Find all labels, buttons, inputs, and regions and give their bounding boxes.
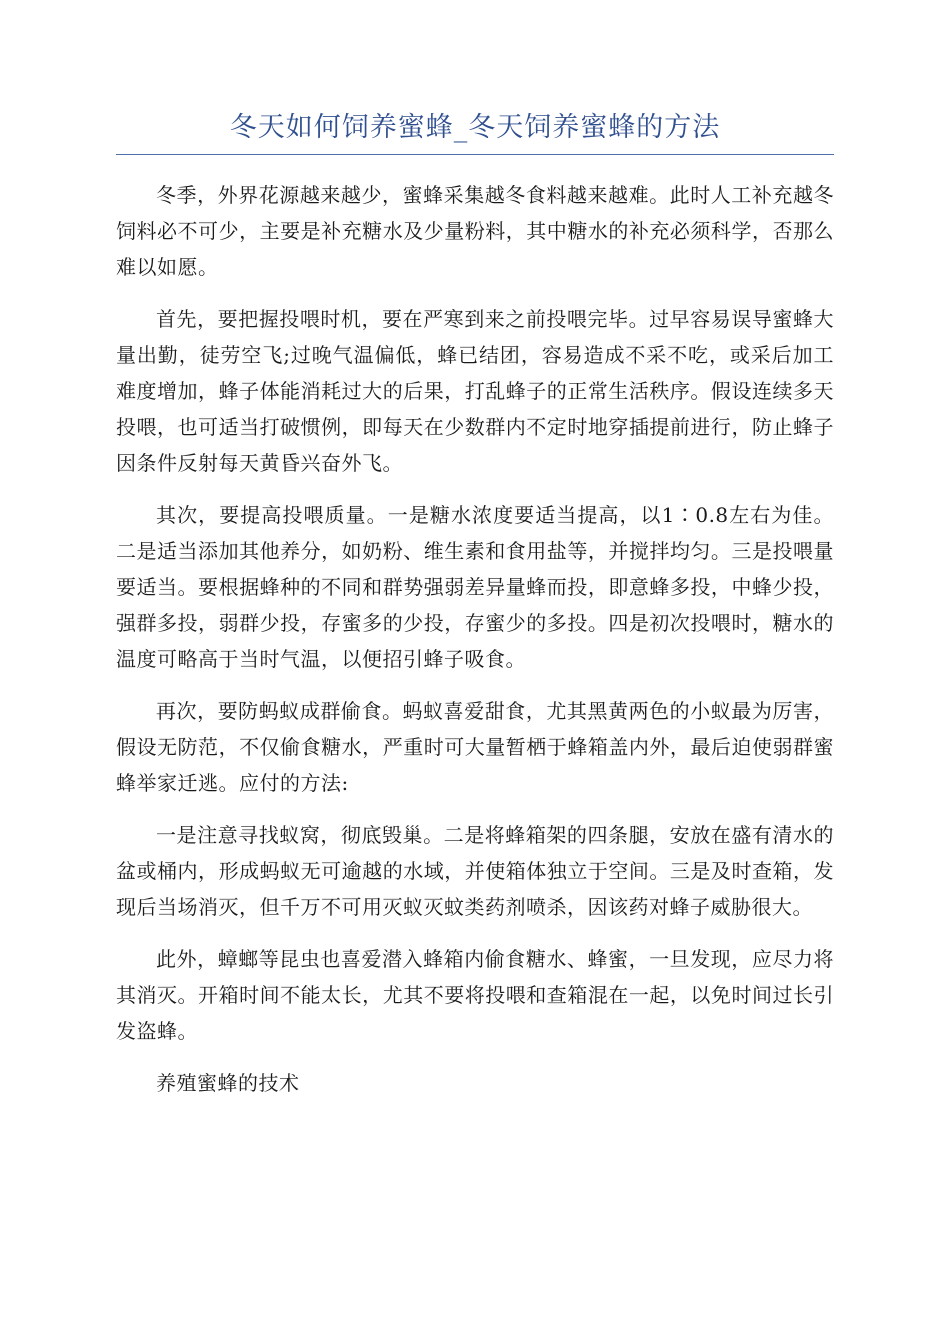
paragraph: 冬季，外界花源越来越少，蜜蜂采集越冬食料越来越难。此时人工补充越冬饲料必不可少，主要是补充糖水及少量粉料，其中糖水的补充必须科学，否那么难以如愿。	[116, 183, 834, 279]
document-title: 冬天如何饲养蜜蜂_冬天饲养蜜蜂的方法	[229, 112, 721, 143]
title-underline	[116, 154, 834, 155]
paragraph: 一是注意寻找蚁窝，彻底毁巢。二是将蜂箱架的四条腿，安放在盛有清水的盆或桶内，形成蚂蚁无可逾越的水域，并使箱体独立于空间。三是及时查箱，发现后当场消灭，但千万不可用灭蚁灭蚊类药剂喷杀，因该药对蜂子威胁很大。	[116, 823, 834, 919]
paragraph: 首先，要把握投喂时机，要在严寒到来之前投喂完毕。过早容易误导蜜蜂大量出勤，徒劳空飞;过晚气温偏低，蜂已结团，容易造成不采不吃，或采后加工难度增加，蜂子体能消耗过大的后果，打乱蜂子的正常生活秩序。假设连续多天投喂，也可适当打破惯例，即每天在少数群内不定时地穿插提前进行，防止蜂子因条件反射每天黄昏兴奋外飞。	[116, 307, 834, 475]
paragraph: 其次，要提高投喂质量。一是糖水浓度要适当提高，以1∶0.8左右为佳。二是适当添加其他养分，如奶粉、维生素和食用盐等，并搅拌均匀。三是投喂量要适当。要根据蜂种的不同和群势强弱差异量蜂而投，即意蜂多投，中蜂少投，强群多投，弱群少投，存蜜多的少投，存蜜少的多投。四是初次投喂时，糖水的温度可略高于当时气温，以便招引蜂子吸食。	[116, 503, 834, 671]
document-page	[116, 108, 834, 1117]
section-heading: 养殖蜜蜂的技术	[156, 1071, 300, 1095]
paragraph: 此外，蟑螂等昆虫也喜爱潜入蜂箱内偷食糖水、蜂蜜，一旦发现，应尽力将其消灭。开箱时间不能太长，尤其不要将投喂和查箱混在一起，以免时间过长引发盗蜂。	[116, 947, 834, 1043]
paragraph: 再次，要防蚂蚁成群偷食。蚂蚁喜爱甜食，尤其黑黄两色的小蚁最为厉害，假设无防范，不仅偷食糖水，严重时可大量暂栖于蜂箱盖内外，最后迫使弱群蜜蜂举家迁逃。应付的方法:	[116, 699, 834, 795]
